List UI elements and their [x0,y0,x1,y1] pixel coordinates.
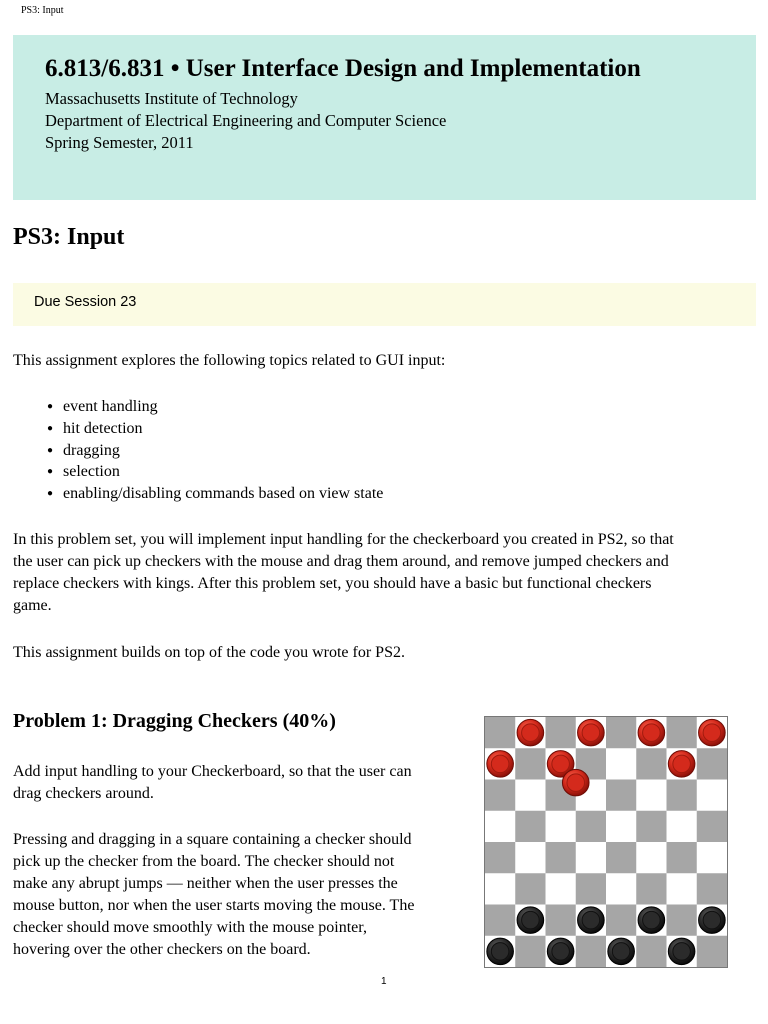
board-square [546,905,577,937]
board-square [606,905,637,937]
black-checker [638,907,665,934]
board-square [667,780,698,812]
board-square [515,811,546,843]
board-square [546,811,577,843]
board-square [636,842,667,874]
due-date: Due Session 23 [34,294,137,310]
board-square [515,936,546,968]
checkerboard-image [484,716,728,968]
course-banner [13,35,756,200]
red-checker [487,751,514,778]
board-square [546,873,577,905]
red-checker [578,719,605,746]
board-square [485,780,516,812]
board-square [606,811,637,843]
board-square [697,842,728,874]
board-square [576,842,607,874]
board-square [667,873,698,905]
board-square [667,717,698,749]
bullet-icon: ● [47,422,54,434]
board-square [667,842,698,874]
board-square [667,811,698,843]
list-item: ● dragging [13,440,383,462]
builds-on-text: This assignment builds on top of the code you wrote for PS2. [13,644,405,661]
semester: Spring Semester, 2011 [45,133,194,152]
board-square [485,842,516,874]
board-square [515,748,546,780]
black-checker [547,938,574,965]
list-item: ● selection [13,461,383,483]
red-checker [517,719,544,746]
board-square [636,936,667,968]
dragged-red-checker [562,769,589,796]
red-checker [638,719,665,746]
black-checker [578,907,605,934]
board-square [606,842,637,874]
due-date-box [13,283,756,326]
board-square [606,717,637,749]
board-square [576,873,607,905]
list-item: ● event handling [13,396,383,418]
board-square [697,748,728,780]
board-square [606,873,637,905]
course-title: 6.813/6.831 • User Interface Design and Implementation [45,55,641,82]
page-number: 1 [381,976,387,987]
bullet-icon: ● [47,401,54,412]
board-square [606,780,637,812]
overview-paragraph: In this problem set, you will implement input handling for the checkerboard you created in PS2, so that the user can pick up checkers with the mouse and drag them around, and remove jumped checkers and replace checkers with kings. After this problem set, you should have a basic but functional checkers game. [13,531,674,614]
black-checker [487,938,514,965]
board-square [636,780,667,812]
bullet-icon: ● [47,466,54,478]
board-square [636,811,667,843]
topic-list [13,396,383,505]
board-square [485,905,516,937]
institution: Massachusetts Institute of Technology [45,89,298,108]
problem-1-paragraph-2: Pressing and dragging in a square containing a checker should pick up the checker from the board. The checker should not make any abrupt jumps — neither when the user presses the mouse button, nor when the user starts moving the mouse. The checker should move smoothly with the mouse pointer, hovering over the other checkers on the board. [13,831,415,958]
running-head: PS3: Input [21,5,64,16]
bullet-icon: ● [47,488,54,499]
department: Department of Electrical Engineering and Computer Science [45,111,447,130]
board-square [697,936,728,968]
bullet-icon: ● [47,444,54,456]
black-checker [668,938,695,965]
board-square [485,717,516,749]
board-square [576,811,607,843]
red-checker [699,719,726,746]
board-square [636,873,667,905]
board-square [697,873,728,905]
board-square [546,842,577,874]
red-checker [668,751,695,778]
intro-text: This assignment explores the following topics related to GUI input: [13,352,446,369]
board-square [697,811,728,843]
board-square [697,780,728,812]
board-square [546,717,577,749]
board-square [515,842,546,874]
board-square [485,811,516,843]
board-square [667,905,698,937]
board-square [485,873,516,905]
list-item: ● hit detection [13,418,383,440]
board-square [636,748,667,780]
board-square [515,780,546,812]
board-square [576,936,607,968]
black-checker [517,907,544,934]
board-square [606,748,637,780]
black-checker [608,938,635,965]
list-item: ● enabling/disabling commands based on view state [13,483,383,505]
problem-1-title: Problem 1: Dragging Checkers (40%) [13,710,336,732]
page-title: PS3: Input [13,224,125,250]
black-checker [699,907,726,934]
board-square [515,873,546,905]
problem-1-paragraph-1: Add input handling to your Checkerboard, so that the user can drag checkers around. [13,763,412,802]
